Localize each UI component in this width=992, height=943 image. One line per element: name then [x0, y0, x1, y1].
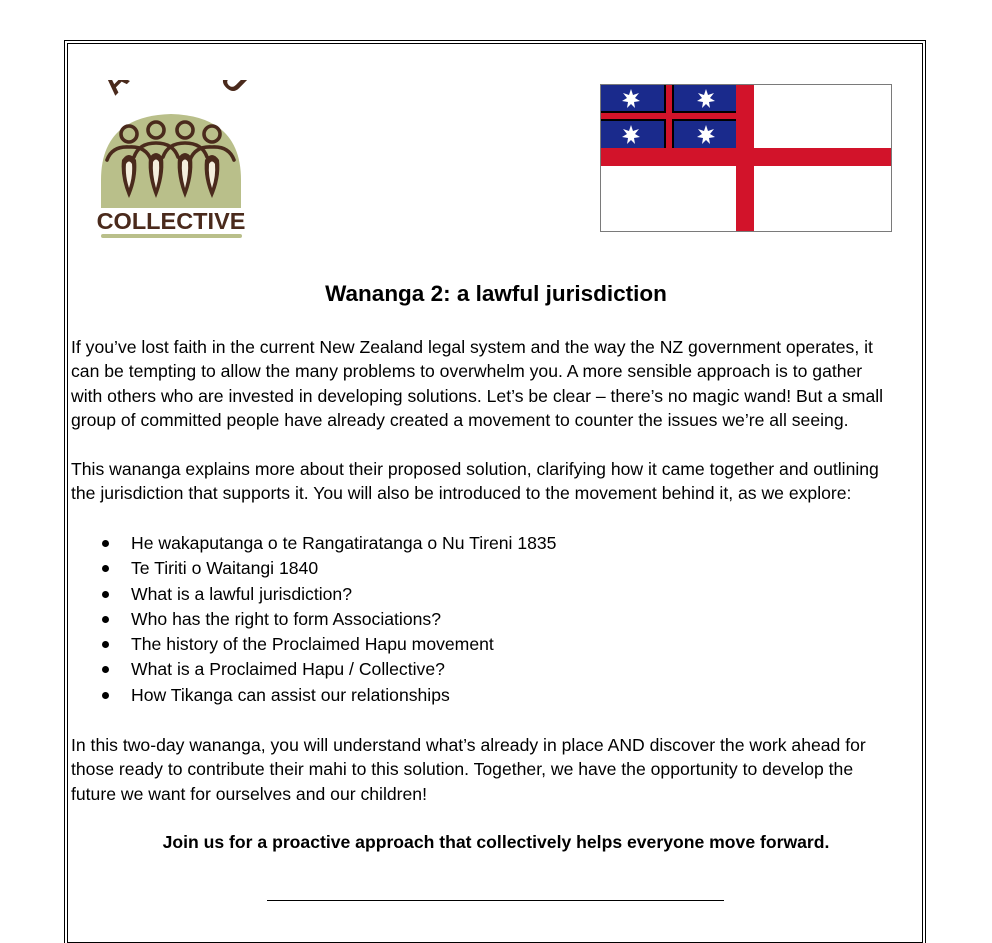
awhi-tu-collective-logo [96, 80, 248, 242]
united-tribes-flag-icon [600, 84, 892, 232]
list-item: Te Tiriti o Waitangi 1840 [100, 556, 556, 581]
bullet-icon [102, 666, 109, 673]
bullet-icon [102, 565, 109, 572]
topics-list [100, 531, 556, 708]
logo-underline [101, 234, 242, 238]
bullet-icon [102, 591, 109, 598]
logo-graphic [96, 80, 248, 242]
call-to-action: Join us for a proactive approach that collectively helps everyone move forward. [162, 832, 830, 852]
bullet-icon [102, 540, 109, 547]
list-item: What is a Proclaimed Hapu / Collective? [100, 657, 556, 682]
explain-paragraph: This wananga explains more about their proposed solution, clarifying how it came together and outlining the jurisdiction that supports it. You will also be introduced to the movement behind it, as we explore: [71, 459, 879, 504]
intro-paragraph: If you’ve lost faith in the current New Zealand legal system and the way the NZ government operates, it can be tempting to allow the many problems to overwhelm you. A more sensible approach is to gather with others who are invested in developing solutions. Let’s be clear – there’s no magic wand! But a small group of committed people have already created a movement to counter the issues we’re all seeing. [71, 337, 884, 430]
bullet-icon [102, 616, 109, 623]
list-item: How Tikanga can assist our relationships [100, 683, 556, 708]
closing-paragraph: In this two-day wananga, you will understand what’s already in place AND discover the work ahead for those ready to contribute their mahi to this solution. Together, we have the opportunity to develop the future we want for ourselves and our children! [71, 735, 866, 804]
list-item: The history of the Proclaimed Hapu movement [100, 632, 556, 657]
page-title: Wananga 2: a lawful jurisdiction [325, 281, 667, 306]
logo-subtitle: COLLECTIVE [96, 208, 246, 234]
list-item: What is a lawful jurisdiction? [100, 582, 556, 607]
bullet-icon [102, 641, 109, 648]
signature-line [267, 900, 724, 901]
list-item: Who has the right to form Associations? [100, 607, 556, 632]
logo-arc-text: A [96, 80, 135, 102]
bullet-icon [102, 692, 109, 699]
flag-graphic [600, 84, 892, 232]
list-item: He wakaputanga o te Rangatiratanga o Nu Tireni 1835 [100, 531, 556, 556]
